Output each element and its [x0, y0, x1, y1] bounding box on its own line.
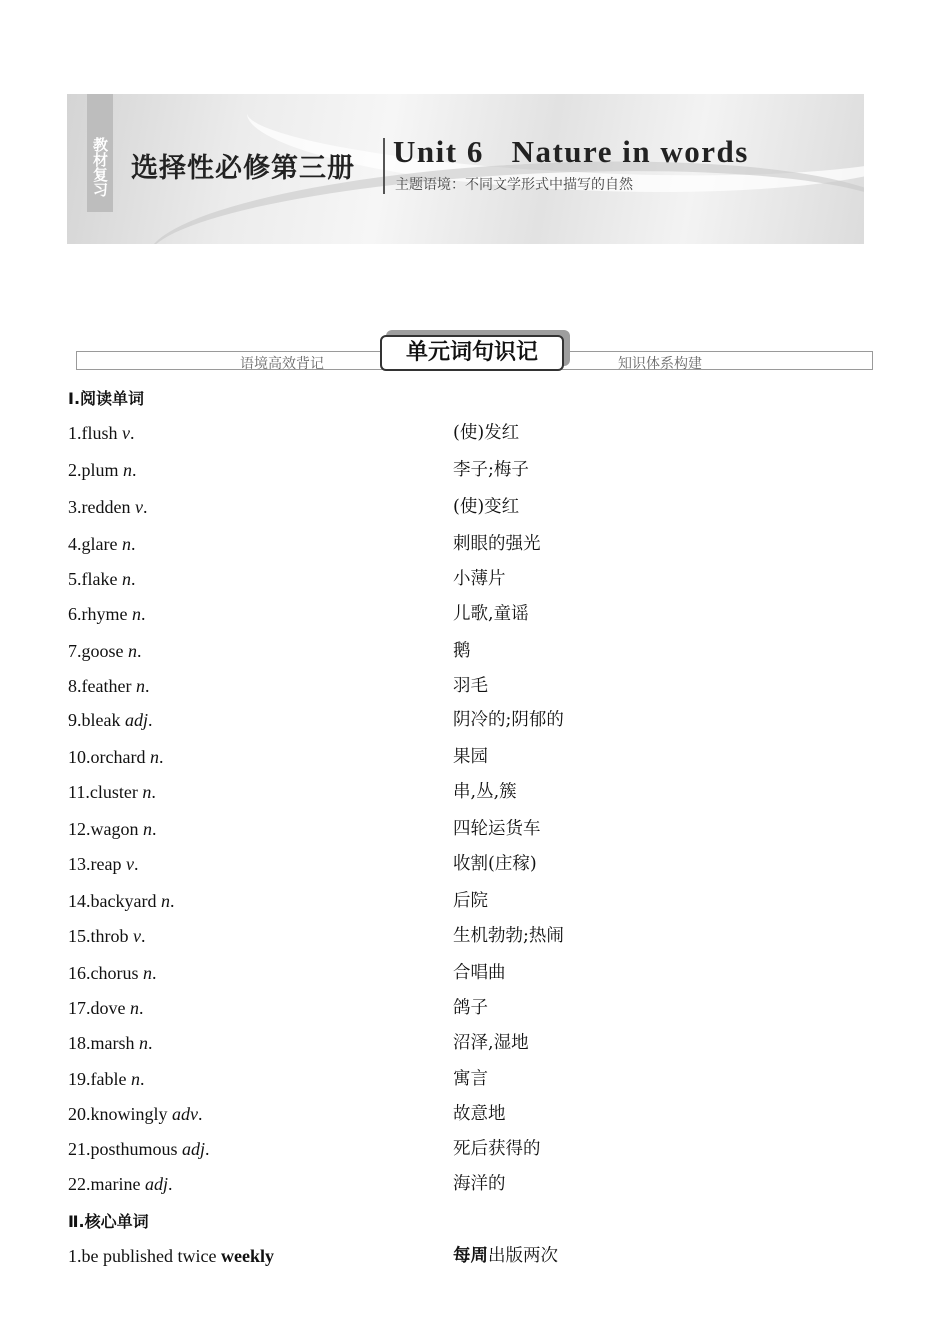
- vocab-word: 7.goose n.: [68, 641, 142, 661]
- vocab-meaning: 刺眼的强光: [453, 534, 541, 554]
- vocab-word: 12.wagon n.: [68, 819, 157, 839]
- vocab-word: 1.flush v.: [68, 423, 135, 443]
- vocab-meaning: 收割(庄稼): [453, 854, 537, 874]
- vocab-meaning: 故意地: [453, 1104, 506, 1124]
- vocab-meaning: 寓言: [453, 1069, 488, 1089]
- vocab-word: 11.cluster n.: [68, 782, 156, 802]
- vocab-word: 6.rhyme n.: [68, 604, 146, 624]
- vocab-meaning: 羽毛: [453, 676, 488, 696]
- title-divider: [383, 138, 385, 194]
- part2-heading: Ⅱ.核心单词: [68, 1212, 149, 1231]
- vocab-word: 21.posthumous adj.: [68, 1139, 210, 1159]
- vocab-meaning: (使)变红: [453, 497, 520, 517]
- side-tab: 教材复习: [87, 94, 113, 212]
- vocab-word: 13.reap v.: [68, 854, 139, 874]
- vocab-meaning: 四轮运货车: [453, 819, 541, 839]
- vocab-word: 5.flake n.: [68, 569, 136, 589]
- vocab-meaning: 李子;梅子: [453, 460, 529, 480]
- vocab-meaning: 儿歌,童谣: [453, 604, 529, 624]
- book-title: 选择性必修第三册: [131, 153, 355, 184]
- vocab-meaning: 小薄片: [453, 569, 506, 589]
- vocab-meaning: (使)发红: [453, 423, 520, 443]
- vocab-word: 8.feather n.: [68, 676, 150, 696]
- unit-subtitle: 主题语境：不同文学形式中描写的自然: [395, 177, 633, 193]
- vocab-word: 10.orchard n.: [68, 747, 164, 767]
- vocab-meaning: 合唱曲: [453, 963, 506, 983]
- part1-heading: Ⅰ.阅读单词: [68, 389, 145, 408]
- vocab-word: 15.throb v.: [68, 926, 146, 946]
- unit-title: Unit 6 Nature in words: [393, 134, 749, 169]
- vocab-meaning: 沼泽,湿地: [453, 1033, 529, 1053]
- section-right-label: 知识体系构建: [618, 356, 702, 372]
- unit-banner: [67, 94, 864, 244]
- vocab-word: 16.chorus n.: [68, 963, 157, 983]
- core-phrase: 1.be published twice weekly: [68, 1246, 274, 1266]
- vocab-word: 18.marsh n.: [68, 1033, 153, 1053]
- vocab-meaning: 死后获得的: [453, 1139, 541, 1159]
- section-left-label: 语境高效背记: [240, 356, 324, 372]
- vocab-meaning: 海洋的: [453, 1174, 506, 1194]
- vocab-word: 9.bleak adj.: [68, 710, 153, 730]
- vocab-word: 17.dove n.: [68, 998, 144, 1018]
- core-meaning: 每周出版两次: [453, 1246, 558, 1266]
- vocab-meaning: 鹅: [453, 641, 471, 661]
- vocab-meaning: 生机勃勃;热闹: [453, 926, 564, 946]
- vocab-word: 22.marine adj.: [68, 1174, 173, 1194]
- vocab-meaning: 串,丛,簇: [453, 782, 517, 802]
- section-title: 单元词句识记: [380, 335, 564, 371]
- vocab-word: 4.glare n.: [68, 534, 136, 554]
- vocab-meaning: 后院: [453, 891, 488, 911]
- vocab-word: 19.fable n.: [68, 1069, 145, 1089]
- vocab-meaning: 鸽子: [453, 998, 488, 1018]
- vocab-word: 20.knowingly adv.: [68, 1104, 203, 1124]
- vocab-word: 3.redden v.: [68, 497, 148, 517]
- vocab-word: 14.backyard n.: [68, 891, 175, 911]
- vocab-meaning: 果园: [453, 747, 488, 767]
- vocab-meaning: 阴冷的;阴郁的: [453, 710, 564, 730]
- vocab-word: 2.plum n.: [68, 460, 137, 480]
